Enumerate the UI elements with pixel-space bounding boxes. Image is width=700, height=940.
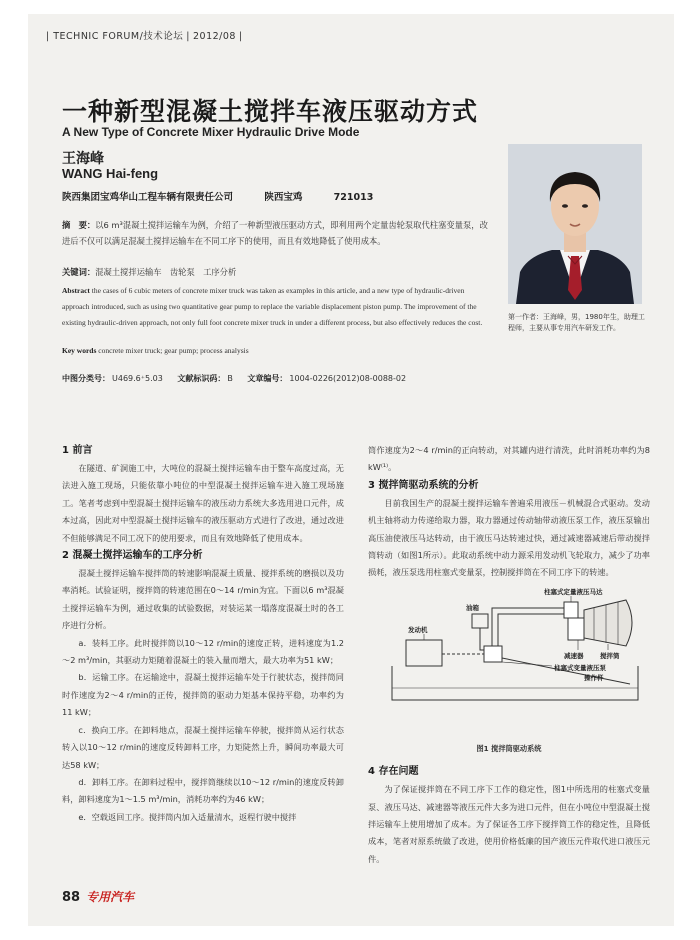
author-name-cn: 王海峰	[62, 151, 104, 167]
abstract-en	[62, 283, 492, 331]
journal-section: TECHNIC FORUM/技术论坛	[53, 31, 184, 42]
section-2-item-b: b．运输工序。在运输途中，混凝土搅拌运输车处于行驶状态，搅拌筒同时作速度为2～4 r/min的正传，搅拌筒的驱动力矩基本保持平稳，功率约为11 kW；	[62, 672, 344, 718]
article-title-cn: 一种新型混凝土搅拌车液压驱动方式	[62, 97, 479, 126]
label-tank: 油箱	[466, 603, 479, 612]
affiliation-postcode: 721013	[333, 192, 374, 203]
section-4-paragraph: 为了保证搅拌筒在不同工序下工作的稳定性，图1中所选用的柱塞式变量泵、液压马达、减速器等液压元件大多为进口元件，但在小吨位中型混凝土搅拌运输车上使用增加了成本。为了保证各工序下搅拌筒工作的稳定性，且降低成本，笔者对原系统做了改进，使用价格低廉的国产液压元件取代进口液压元件。	[368, 784, 650, 864]
doc-code-label: 文献标识码：	[177, 374, 226, 383]
label-drum: 搅拌筒	[600, 651, 620, 660]
keywords-en	[62, 346, 492, 355]
pump-shape	[484, 646, 502, 662]
keywords-en-text: concrete mixer truck; gear pump; process analysis	[98, 346, 249, 355]
section-2-continuation: 筒作速度为2～4 r/min的正向转动，对其罐内进行清洗，此时消耗功率约为8 kW⁽¹⁾。	[368, 445, 650, 473]
keywords-cn-text: 混凝土搅拌运输车 齿轮泵 工序分析	[95, 267, 237, 277]
figure-1-drive-system-diagram	[368, 588, 650, 738]
motor-shape	[564, 602, 578, 618]
article-id-label: 文章编号：	[247, 374, 288, 383]
page-number: 88	[62, 890, 81, 905]
doc-code: B	[227, 374, 233, 383]
section-1-paragraph: 在隧道、矿洞施工中，大吨位的混凝土搅拌运输车由于整车高度过高，无法进入施工现场，只能依靠小吨位的中型混凝土搅拌运输车进入施工现场施工。笔者考虑到中型混凝土搅拌运输车的液压动力系统大多选用进口元件，成本过高，因此对中型混凝土搅拌运输车的液压驱动方式进行了改进，通过改进不但能够满足不同工况下的使用要求，而且有效地降低了使用成本。	[62, 463, 344, 543]
running-header: | TECHNIC FORUM/技术论坛 | 2012/08 |	[46, 31, 243, 42]
magazine-logo: 专用汽车	[86, 890, 135, 904]
right-column	[368, 442, 650, 868]
abstract-cn-label: 摘 要：	[62, 220, 96, 230]
author-affiliation	[62, 189, 401, 203]
section-4-heading: 4 存在问题	[368, 766, 419, 778]
section-2-item-c: c．换向工序。在卸料地点，混凝土搅拌运输车停驶，搅拌筒从运行状态转入以10～12 r/min的速度反转卸料工序，力矩陡然上升，瞬间功率最大可达58 kW；	[62, 724, 344, 770]
drive-system-schematic	[368, 588, 650, 738]
figure-1-caption: 图1 搅拌筒驱动系统	[476, 743, 542, 753]
section-2-item-e: e．空载返回工序。搅拌筒内加入适量清水，返程行驶中搅拌	[78, 811, 297, 822]
clc-number: U469.6⁺5.03	[112, 374, 163, 383]
keywords-cn-label: 关键词：	[62, 267, 96, 277]
author-name-en: WANG Hai-feng	[62, 166, 159, 181]
article-title-en: A New Type of Concrete Mixer Hydraulic Drive Mode	[62, 125, 360, 139]
label-lever: 操作杆	[584, 673, 604, 682]
section-1-heading: 1 前言	[62, 445, 93, 456]
label-engine: 发动机	[408, 625, 428, 634]
section-2-paragraph-1: 混凝土搅拌运输车搅拌筒的转速影响混凝土质量、搅拌系统的磨损以及功率消耗。试验证明，搅拌筒的转速范围在0～14 r/min为宜。下面以6 m³混凝土搅拌运输车为例，通过收集的试验数据，对装运某一塌落度混凝土时的各工序进行分析。	[62, 568, 344, 631]
reducer-shape	[568, 618, 584, 640]
section-3-heading: 3 搅拌筒驱动系统的分析	[368, 479, 479, 491]
oil-tank-shape	[472, 614, 488, 628]
keywords-en-label: Key words	[62, 346, 97, 355]
issue-date: 2012/08	[192, 31, 236, 42]
keywords-cn	[62, 266, 488, 278]
abstract-cn-text: 以6 m³混凝土搅拌运输车为例，介绍了一种新型液压驱动方式，即利用两个定量齿轮泵取代柱塞变量泵，改进后不仅可以满足混凝土搅拌运输车在不同工序下的使用，而且有效地降低了使用成本。	[62, 220, 488, 246]
classification-line	[62, 373, 418, 384]
section-2-heading: 2 混凝土搅拌运输车的工序分析	[62, 550, 203, 562]
page-footer	[62, 888, 134, 905]
label-reducer: 减速器	[564, 651, 584, 660]
article-id: 1004-0226(2012)08-0088-02	[289, 374, 407, 383]
affiliation-city: 陕西宝鸡	[264, 192, 303, 203]
label-motor: 柱塞式定量液压马达	[544, 587, 603, 596]
left-column	[62, 442, 344, 826]
section-2-item-d: d．卸料工序。在卸料过程中，搅拌筒继续以10～12 r/min的速度反转卸料，卸料速度为1～1.5 m³/min，消耗功率约为46 kW；	[62, 776, 344, 805]
section-3-paragraph: 目前我国生产的混凝土搅拌运输车普遍采用液压－机械混合式驱动。发动机主轴将动力传递给取力器，取力器通过传动轴带动液压泵工作，液压泵输出高压油使液压马达转动，由于液压马达转速过快，通过减速器减速后带动搅拌筒转动（如图1所示）。此取动系统中动力源采用发动机飞轮取力，减少了功率损耗，液压泵选用柱塞式变量泵，控制搅拌筒在不同工序下的转速。	[368, 497, 650, 578]
drum-shape	[584, 600, 632, 646]
author-portrait-image	[508, 144, 642, 304]
abstract-cn	[62, 217, 488, 249]
label-pump: 柱塞式变量液压泵	[554, 663, 606, 672]
section-2-item-a: a．装料工序。此时搅拌筒以10～12 r/min的速度正转，进料速度为1.2～2 m³/min，其驱动力矩随着混凝土的装入量而增大，最大功率为51 kW；	[62, 637, 344, 666]
affiliation-company: 陕西集团宝鸡华山工程车辆有限责任公司	[62, 192, 234, 203]
abstract-en-label: Abstract	[62, 286, 90, 295]
paper-page	[28, 14, 674, 926]
author-bio: 第一作者：王海峰，男，1980年生，助理工程师，主要从事专用汽车研发工作。	[508, 313, 645, 332]
engine-shape	[406, 640, 442, 666]
author-photo	[508, 144, 642, 304]
clc-label: 中图分类号：	[62, 374, 110, 383]
abstract-en-text: the cases of 6 cubic meters of concrete mixer truck was taken as examples in this article, and a new type of hydraulic-driven approach introduced, such as using two quantitative gear pump to replace the variable displacement piston pump. The improvement of the existing hydraulic-driven approach, not only full foot concrete mixer truck in under a different process, but also effectively reduces the cost.	[62, 286, 483, 327]
